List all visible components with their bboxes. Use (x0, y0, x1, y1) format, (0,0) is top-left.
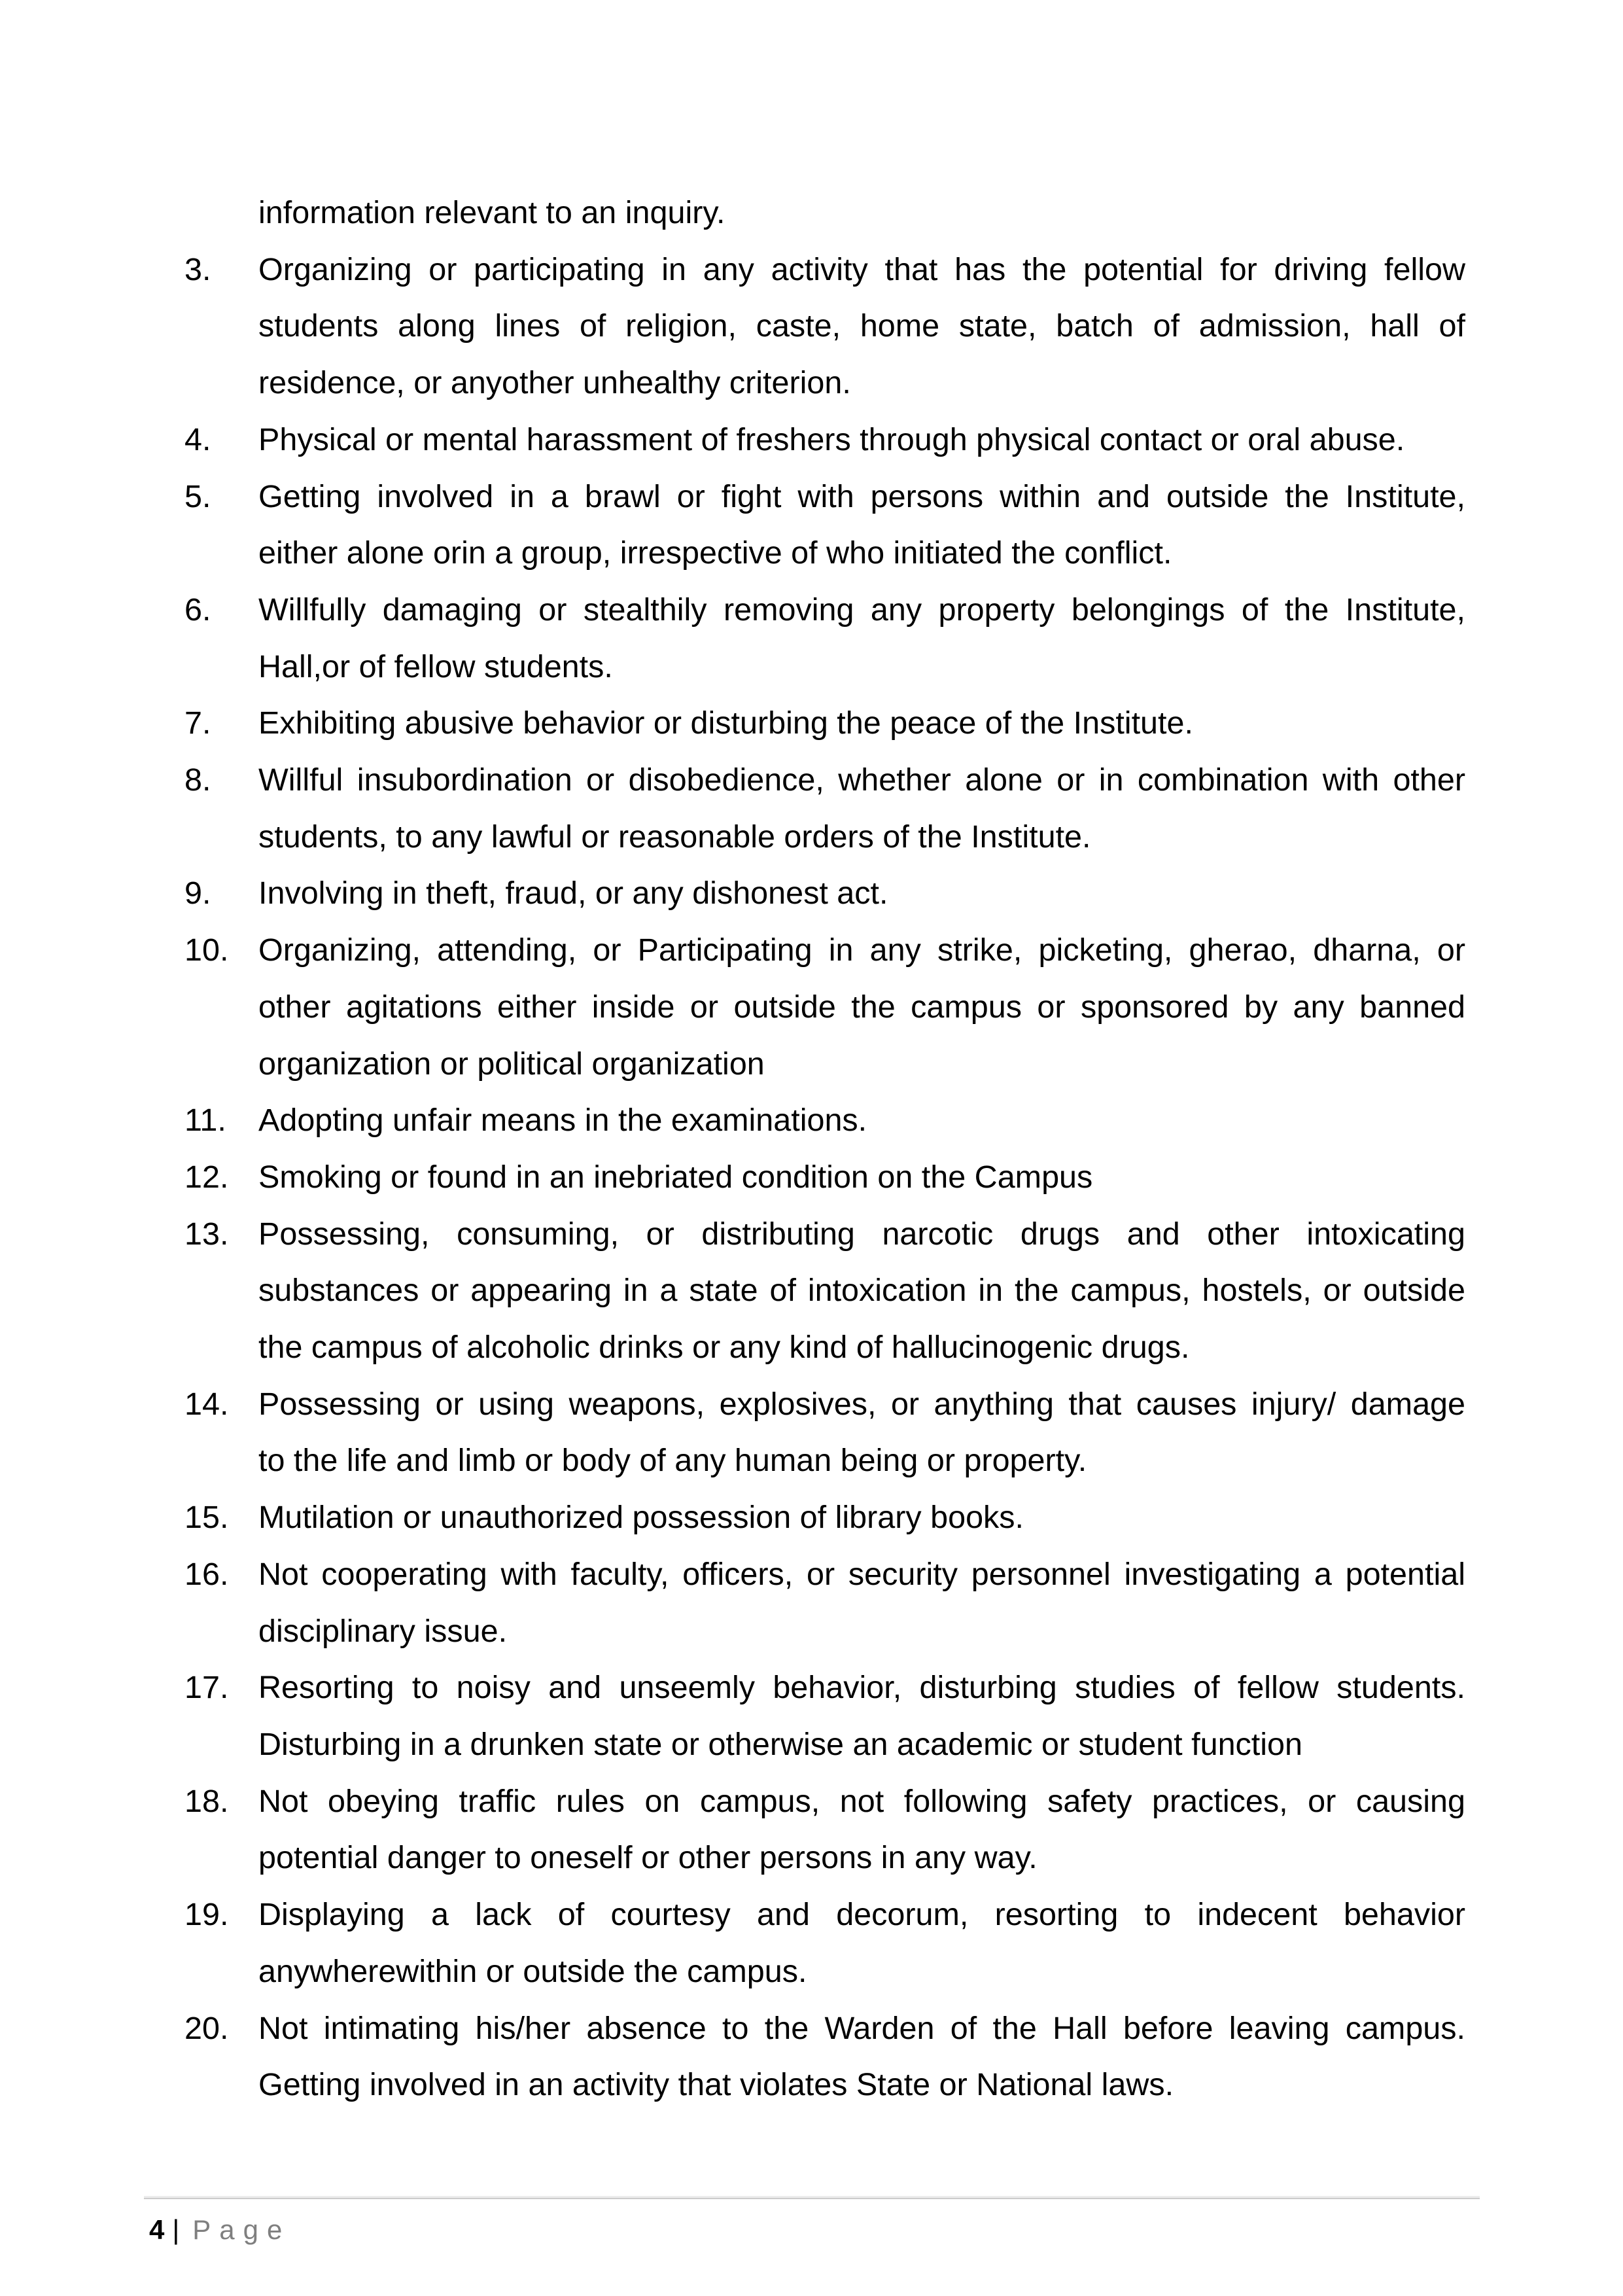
list-item-line: substances or appearing in a state of intoxication in the campus, hostels, or outside (258, 1273, 1465, 1309)
list-item (184, 1092, 1465, 1149)
footer-page-label: Page (192, 2214, 291, 2245)
list-item-number: 8. (184, 762, 211, 798)
list-item-line: Physical or mental harassment of freshers through physical contact or oral abuse. (258, 421, 1405, 457)
footer-page-number: 4 (149, 2214, 165, 2245)
list-item (184, 1489, 1465, 1546)
list-item-number: 17. (184, 1670, 229, 1706)
list-item-number: 12. (184, 1159, 229, 1195)
list-item (184, 1206, 1465, 1376)
list-item-number: 14. (184, 1386, 229, 1422)
footer-separator: | (172, 2214, 180, 2245)
list-item-number: 20. (184, 2010, 229, 2046)
list-item-line: Willfully damaging or stealthily removing any property belongings of the Institute, (258, 592, 1465, 627)
paragraph-continuation-text: information relevant to an inquiry. (258, 195, 725, 230)
list-item-line: potential danger to oneself or other persons in any way. (258, 1840, 1038, 1876)
list-item-line: other agitations either inside or outside the campus or sponsored by any banned (258, 989, 1465, 1025)
list-item-number: 19. (184, 1897, 229, 1933)
list-item-line: Adopting unfair means in the examinations. (258, 1103, 867, 1139)
list-item-line: Smoking or found in an inebriated condition on the Campus (258, 1159, 1093, 1195)
list-item-line: the campus of alcoholic drinks or any kind of hallucinogenic drugs. (258, 1330, 1190, 1366)
list-item-number: 18. (184, 1783, 229, 1819)
list-item-line: anywherewithin or outside the campus. (258, 1953, 807, 1989)
list-item-line: Organizing, attending, or Participating in any strike, picketing, gherao, dharna, or (258, 932, 1465, 968)
list-item-number: 10. (184, 932, 229, 968)
list-item (184, 1149, 1465, 1206)
list-item-number: 15. (184, 1500, 229, 1536)
list-item (184, 865, 1465, 922)
list-item (184, 1546, 1465, 1659)
list-item-line: either alone orin a group, irrespective of who initiated the conflict. (258, 535, 1172, 571)
list-item-line: Involving in theft, fraud, or any dishonest act. (258, 875, 888, 911)
page-footer (149, 2212, 290, 2248)
list-item-line: Possessing or using weapons, explosives, or anything that causes injury/ damage (258, 1386, 1465, 1422)
list-item-line: Possessing, consuming, or distributing narcotic drugs and other intoxicating (258, 1216, 1465, 1252)
rules-list-section (184, 185, 1465, 2113)
list-item (184, 241, 1465, 412)
list-item (184, 1773, 1465, 1886)
list-item-number: 11. (184, 1103, 226, 1139)
list-item-line: Getting involved in an activity that violates State or National laws. (258, 2067, 1174, 2103)
list-item-number: 5. (184, 478, 211, 514)
list-item-line: disciplinary issue. (258, 1613, 508, 1649)
list-item (184, 1886, 1465, 2000)
list-item (184, 1659, 1465, 1773)
list-item-line: Willful insubordination or disobedience, whether alone or in combination with other (258, 762, 1465, 798)
list-item-number: 9. (184, 875, 211, 911)
list-item-number: 13. (184, 1216, 229, 1252)
footer-divider-line (144, 2196, 1480, 2199)
list-item-line: Disturbing in a drunken state or otherwise an academic or student function (258, 1726, 1303, 1762)
list-item-number: 16. (184, 1556, 229, 1592)
list-item-line: Displaying a lack of courtesy and decorum, resorting to indecent behavior (258, 1897, 1465, 1933)
list-item-line: Exhibiting abusive behavior or disturbing the peace of the Institute. (258, 705, 1193, 741)
list-item (184, 412, 1465, 468)
list-item-line: students along lines of religion, caste, home state, batch of admission, hall of (258, 308, 1465, 344)
list-item-number: 6. (184, 592, 211, 627)
list-item (184, 468, 1465, 582)
list-item-line: Hall,or of fellow students. (258, 648, 613, 684)
list-item-line: Not intimating his/her absence to the Warden of the Hall before leaving campus. (258, 2010, 1465, 2046)
list-item-line: Organizing or participating in any activity that has the potential for driving fellow (258, 251, 1465, 287)
list-item (184, 922, 1465, 1092)
list-item-line: organization or political organization (258, 1046, 765, 1082)
list-item-line: to the life and limb or body of any human being or property. (258, 1443, 1087, 1479)
list-item-number: 4. (184, 421, 211, 457)
list-item-number: 3. (184, 251, 211, 287)
list-item-line: residence, or anyother unhealthy criterion. (258, 365, 851, 401)
list-item-line: students, to any lawful or reasonable orders of the Institute. (258, 819, 1091, 855)
list-item (184, 1376, 1465, 1489)
list-item (184, 752, 1465, 865)
list-item-line: Not cooperating with faculty, officers, or security personnel investigating a potential (258, 1556, 1465, 1592)
list-item-number: 7. (184, 705, 211, 741)
list-item (184, 2000, 1465, 2113)
list-item-line: Getting involved in a brawl or fight with persons within and outside the Institute, (258, 478, 1465, 514)
numbered-list (184, 241, 1465, 2113)
list-item (184, 582, 1465, 695)
list-item-line: Mutilation or unauthorized possession of library books. (258, 1500, 1024, 1536)
list-item-line: Not obeying traffic rules on campus, not following safety practices, or causing (258, 1783, 1465, 1819)
list-item-line: Resorting to noisy and unseemly behavior, disturbing studies of fellow students. (258, 1670, 1465, 1706)
list-item (184, 695, 1465, 752)
